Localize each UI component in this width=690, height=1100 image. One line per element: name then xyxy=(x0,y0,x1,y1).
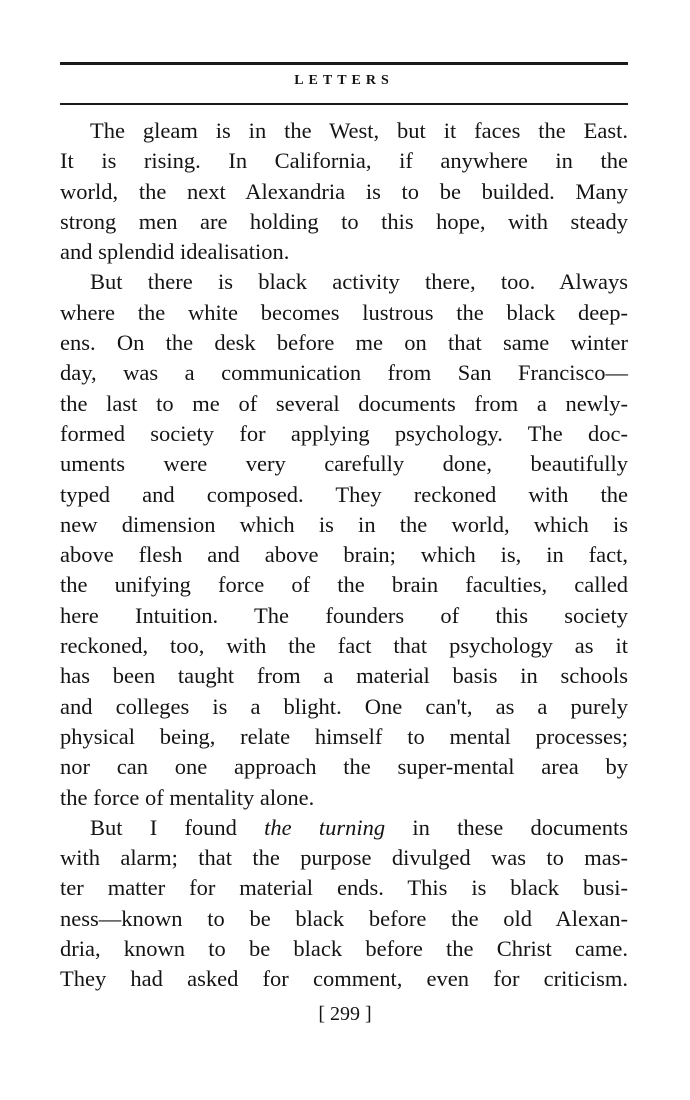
text-line: The gleam is in the West, but it faces the East. xyxy=(90,118,628,143)
text-line: day, was a communication from San Francisco— xyxy=(60,360,628,386)
text-line: uments were very carefully done, beautifully xyxy=(60,451,628,477)
header-rule-top xyxy=(60,62,628,65)
emphasis-text: the turning xyxy=(264,814,386,840)
text-line: formed society for applying psychology. The doc- xyxy=(60,420,628,446)
page-number: [ 299 ] xyxy=(318,1003,372,1025)
text-line: the force of mentality alone. xyxy=(60,784,315,810)
text-line: the unifying force of the brain faculties, called xyxy=(60,572,628,598)
text-line: with alarm; that the purpose divulged was to mas- xyxy=(60,845,628,871)
text-line: and colleges is a blight. One can't, as a purely xyxy=(60,693,628,719)
text-run: But I found xyxy=(90,814,265,840)
header-rule-bottom xyxy=(60,103,628,105)
body-text xyxy=(60,116,628,995)
text-line: ens. On the desk before me on that same winter xyxy=(60,330,628,356)
text-line: They had asked for comment, even for criticism. xyxy=(60,966,628,992)
text-line: has been taught from a material basis in schools xyxy=(60,663,628,689)
text-line: strong men are holding to this hope, with steady xyxy=(60,208,628,234)
text-line: It is rising. In California, if anywhere in the xyxy=(60,148,628,174)
running-head: LETTERS xyxy=(294,73,394,88)
text-line: ness—known to be black before the old Alexan- xyxy=(60,905,628,931)
text-line: reckoned, too, with the fact that psychology as it xyxy=(60,633,628,659)
paragraph-3 xyxy=(60,813,628,995)
text-line: above flesh and above brain; which is, in fact, xyxy=(60,542,628,568)
paragraph-1 xyxy=(60,116,628,267)
text-line: world, the next Alexandria is to be builded. Many xyxy=(60,178,628,204)
text-line: here Intuition. The founders of this society xyxy=(60,602,628,628)
paragraph-2 xyxy=(60,267,628,812)
text-line: dria, known to be black before the Christ came. xyxy=(60,936,628,962)
text-line xyxy=(60,813,628,843)
text-line: ter matter for material ends. This is black busi- xyxy=(60,875,628,901)
text-line: physical being, relate himself to mental processes; xyxy=(60,723,628,749)
text-line: typed and composed. They reckoned with the xyxy=(60,481,628,507)
text-line: and splendid idealisation. xyxy=(60,239,290,265)
text-line: new dimension which is in the world, which is xyxy=(60,511,628,537)
text-line: But there is black activity there, too. Always xyxy=(90,269,628,295)
text-line: nor can one approach the super-mental area by xyxy=(60,754,628,780)
text-line: where the white becomes lustrous the black deep- xyxy=(60,299,628,325)
text-run: in these documents xyxy=(385,814,628,840)
text-line: the last to me of several documents from a newly- xyxy=(60,390,628,416)
